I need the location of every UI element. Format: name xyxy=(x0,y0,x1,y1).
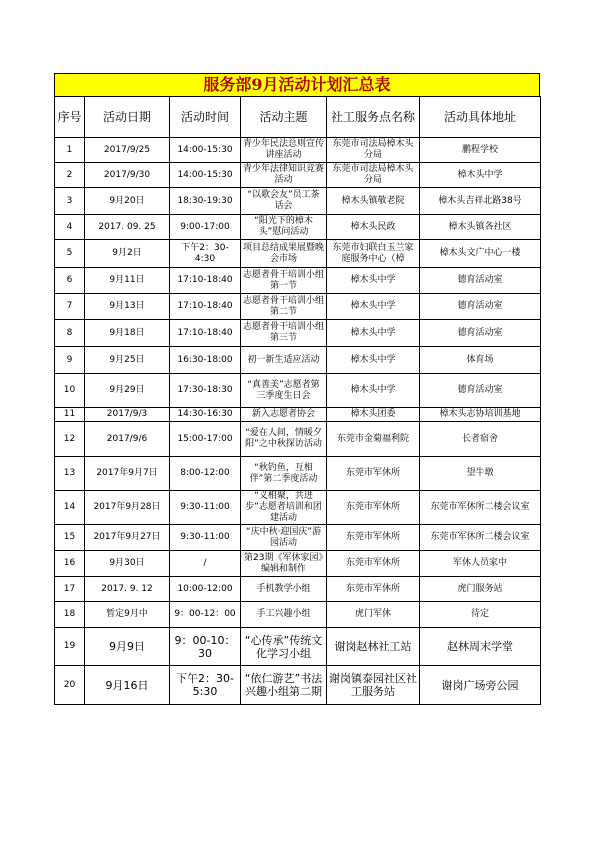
cell-theme[interactable]: 初一新生适应活动 xyxy=(241,347,327,374)
cell-date[interactable]: 2017/9/6 xyxy=(85,422,170,457)
header-address: 活动具体地址 xyxy=(420,97,541,138)
cell-theme[interactable]: “庆中秋·迎国庆”游园活动 xyxy=(241,525,327,551)
cell-address[interactable]: 待定 xyxy=(420,602,541,628)
cell-address[interactable]: 樟木头中学 xyxy=(420,163,541,188)
cell-date[interactable]: 2017年9月27日 xyxy=(85,525,170,551)
cell-time[interactable]: 9:30-11:00 xyxy=(170,525,241,551)
cell-time[interactable]: 18:30-19:30 xyxy=(170,188,241,215)
cell-date[interactable]: 暂定9月中 xyxy=(85,602,170,628)
table-row xyxy=(55,138,541,163)
cell-date[interactable]: 2017/9/25 xyxy=(85,138,170,163)
cell-site[interactable]: 樟木头民政 xyxy=(327,215,420,240)
cell-theme[interactable]: “义相聚，共进步”志愿者培训和团建活动 xyxy=(241,491,327,525)
cell-date[interactable]: 9月11日 xyxy=(85,268,170,294)
cell-site[interactable]: 樟木头团委 xyxy=(327,408,420,422)
cell-site[interactable]: 东莞市司法局樟木头分局 xyxy=(327,163,420,188)
cell-date[interactable]: 9月20日 xyxy=(85,188,170,215)
cell-site[interactable]: 谢岗赵林社工站 xyxy=(327,628,420,666)
cell-time[interactable]: 15:00-17:00 xyxy=(170,422,241,457)
cell-time[interactable]: / xyxy=(170,551,241,577)
cell-theme[interactable]: 志愿者骨干培训小组第二节 xyxy=(241,294,327,320)
cell-address[interactable]: 军休人员家中 xyxy=(420,551,541,577)
header-site: 社工服务点名称 xyxy=(327,97,420,138)
cell-date[interactable]: 2017年9月7日 xyxy=(85,457,170,491)
cell-time[interactable]: 14:00-15:30 xyxy=(170,138,241,163)
cell-no[interactable]: 1 xyxy=(55,138,85,163)
cell-no[interactable]: 3 xyxy=(55,188,85,215)
cell-no[interactable]: 5 xyxy=(55,240,85,268)
cell-date[interactable]: 9月25日 xyxy=(85,347,170,374)
cell-no[interactable]: 13 xyxy=(55,457,85,491)
cell-date[interactable]: 9月2日 xyxy=(85,240,170,268)
cell-time[interactable]: 下午2：30-4:30 xyxy=(170,240,241,268)
cell-address[interactable]: 望牛墩 xyxy=(420,457,541,491)
cell-theme[interactable]: 青少年民法总则宣传讲座活动 xyxy=(241,138,327,163)
cell-no[interactable]: 8 xyxy=(55,320,85,347)
cell-theme[interactable]: “以歌会友”员工茶话会 xyxy=(241,188,327,215)
cell-no[interactable]: 15 xyxy=(55,525,85,551)
table-row xyxy=(55,268,541,294)
cell-time[interactable]: 10:00-12:00 xyxy=(170,577,241,602)
cell-theme[interactable]: 志愿者骨干培训小组第一节 xyxy=(241,268,327,294)
cell-date[interactable]: 9月13日 xyxy=(85,294,170,320)
cell-site[interactable]: 东莞市妇联白玉兰家庭服务中心（樟 xyxy=(327,240,420,268)
cell-no[interactable]: 11 xyxy=(55,408,85,422)
cell-no[interactable]: 12 xyxy=(55,422,85,457)
cell-site[interactable]: 东莞市军休所 xyxy=(327,577,420,602)
cell-no[interactable]: 2 xyxy=(55,163,85,188)
cell-date[interactable]: 9月30日 xyxy=(85,551,170,577)
cell-date[interactable]: 2017年9月28日 xyxy=(85,491,170,525)
cell-time[interactable]: 17:10-18:40 xyxy=(170,294,241,320)
cell-theme[interactable]: “爱在人间，情暖夕阳”之中秋探访活动 xyxy=(241,422,327,457)
cell-no[interactable]: 16 xyxy=(55,551,85,577)
cell-site[interactable]: 东莞市军休所 xyxy=(327,551,420,577)
cell-date[interactable]: 2017. 9. 12 xyxy=(85,577,170,602)
cell-theme[interactable]: “真善美”志愿者第三季度生日会 xyxy=(241,374,327,408)
cell-address[interactable]: 德育活动室 xyxy=(420,268,541,294)
header-time: 活动时间 xyxy=(170,97,241,138)
cell-time[interactable]: 17:30-18:30 xyxy=(170,374,241,408)
table-row xyxy=(55,551,541,577)
cell-theme[interactable]: 手工兴趣小组 xyxy=(241,602,327,628)
table-row xyxy=(55,188,541,215)
cell-address[interactable]: 虎门服务站 xyxy=(420,577,541,602)
table-row xyxy=(55,457,541,491)
cell-address[interactable]: 樟木头吉祥北路38号 xyxy=(420,188,541,215)
cell-address[interactable]: 谢岗广场旁公园 xyxy=(420,666,541,705)
cell-time[interactable]: 17:10-18:40 xyxy=(170,320,241,347)
cell-site[interactable]: 东莞市金菊福利院 xyxy=(327,422,420,457)
cell-no[interactable]: 18 xyxy=(55,602,85,628)
table-row xyxy=(55,215,541,240)
cell-time[interactable]: 14:30-16:30 xyxy=(170,408,241,422)
cell-date[interactable]: 9月16日 xyxy=(85,666,170,705)
spreadsheet xyxy=(54,73,540,705)
header-row xyxy=(55,97,541,138)
cell-address[interactable]: 鹏程学校 xyxy=(420,138,541,163)
cell-address[interactable]: 赵林周末学堂 xyxy=(420,628,541,666)
cell-address[interactable]: 东莞市军休所二楼会议室 xyxy=(420,525,541,551)
cell-site[interactable]: 谢岗镇泰园社区社工服务站 xyxy=(327,666,420,705)
cell-time[interactable]: 8:00-12:00 xyxy=(170,457,241,491)
table-row xyxy=(55,628,541,666)
cell-no[interactable]: 10 xyxy=(55,374,85,408)
cell-site[interactable]: 东莞市军休所 xyxy=(327,457,420,491)
cell-date[interactable]: 2017/9/3 xyxy=(85,408,170,422)
table-row xyxy=(55,163,541,188)
cell-theme[interactable]: “依仁游艺”书法兴趣小组第二期 xyxy=(241,666,327,705)
cell-time[interactable]: 17:10-18:40 xyxy=(170,268,241,294)
cell-address[interactable]: 体育场 xyxy=(420,347,541,374)
cell-address[interactable]: 长者宿舍 xyxy=(420,422,541,457)
cell-site[interactable]: 樟木头中学 xyxy=(327,268,420,294)
cell-address[interactable]: 德育活动室 xyxy=(420,320,541,347)
cell-theme[interactable]: 第23期《军休家园》编辑和制作 xyxy=(241,551,327,577)
header-no: 序号 xyxy=(55,97,85,138)
cell-time[interactable]: 下午2：30-5:30 xyxy=(170,666,241,705)
cell-theme[interactable]: 新入志愿者协会 xyxy=(241,408,327,422)
activity-table xyxy=(54,96,541,705)
cell-date[interactable]: 9月29日 xyxy=(85,374,170,408)
table-row xyxy=(55,666,541,705)
cell-address[interactable]: 樟木头文广中心一楼 xyxy=(420,240,541,268)
cell-address[interactable]: 德育活动室 xyxy=(420,294,541,320)
cell-no[interactable]: 20 xyxy=(55,666,85,705)
cell-address[interactable]: 东莞市军休所二楼会议室 xyxy=(420,491,541,525)
cell-site[interactable]: 樟木头中学 xyxy=(327,320,420,347)
cell-date[interactable]: 9月18日 xyxy=(85,320,170,347)
header-date: 活动日期 xyxy=(85,97,170,138)
cell-theme[interactable]: 项目总结成果展暨晚会市场 xyxy=(241,240,327,268)
cell-time[interactable]: 9：00-10：30 xyxy=(170,628,241,666)
cell-no[interactable]: 9 xyxy=(55,347,85,374)
cell-site[interactable]: 樟木头中学 xyxy=(327,374,420,408)
cell-site[interactable]: 虎门军休 xyxy=(327,602,420,628)
table-row xyxy=(55,577,541,602)
cell-no[interactable]: 17 xyxy=(55,577,85,602)
table-row xyxy=(55,491,541,525)
cell-site[interactable]: 东莞市司法局樟木头分局 xyxy=(327,138,420,163)
cell-address[interactable]: 樟木头镇各社区 xyxy=(420,215,541,240)
cell-date[interactable]: 2017/9/30 xyxy=(85,163,170,188)
table-row xyxy=(55,525,541,551)
cell-time[interactable]: 9:00-17:00 xyxy=(170,215,241,240)
cell-date[interactable]: 9月9日 xyxy=(85,628,170,666)
cell-site[interactable]: 东莞市军休所 xyxy=(327,491,420,525)
cell-no[interactable]: 4 xyxy=(55,215,85,240)
cell-theme[interactable]: 手机教学小组 xyxy=(241,577,327,602)
cell-site[interactable]: 樟木头镇敬老院 xyxy=(327,188,420,215)
table-row xyxy=(55,294,541,320)
cell-site[interactable]: 樟木头中学 xyxy=(327,294,420,320)
cell-no[interactable]: 6 xyxy=(55,268,85,294)
cell-theme[interactable]: 青少年法律知识竞赛活动 xyxy=(241,163,327,188)
table-row xyxy=(55,374,541,408)
cell-theme[interactable]: “阳光下的樟木头”慰问活动 xyxy=(241,215,327,240)
cell-site[interactable]: 樟木头中学 xyxy=(327,347,420,374)
cell-date[interactable]: 2017. 09. 25 xyxy=(85,215,170,240)
cell-time[interactable]: 14:00-15:30 xyxy=(170,163,241,188)
cell-no[interactable]: 7 xyxy=(55,294,85,320)
cell-address[interactable]: 德育活动室 xyxy=(420,374,541,408)
table-row xyxy=(55,347,541,374)
table-row xyxy=(55,422,541,457)
header-theme: 活动主题 xyxy=(241,97,327,138)
cell-time[interactable]: 16:30-18:00 xyxy=(170,347,241,374)
cell-no[interactable]: 14 xyxy=(55,491,85,525)
cell-theme[interactable]: 志愿者骨干培训小组第三节 xyxy=(241,320,327,347)
cell-theme[interactable]: “秋钓鱼，互相伴”第二季度活动 xyxy=(241,457,327,491)
cell-no[interactable]: 19 xyxy=(55,628,85,666)
table-row xyxy=(55,320,541,347)
cell-theme[interactable]: “心传承”传统文化学习小组 xyxy=(241,628,327,666)
cell-site[interactable]: 东莞市军休所 xyxy=(327,525,420,551)
cell-time[interactable]: 9：00-12：00 xyxy=(170,602,241,628)
table-row xyxy=(55,408,541,422)
cell-address[interactable]: 樟木头志协培训基地 xyxy=(420,408,541,422)
table-row xyxy=(55,240,541,268)
sheet-title: 服务部9月活动计划汇总表 xyxy=(54,73,540,96)
table-row xyxy=(55,602,541,628)
cell-time[interactable]: 9:30-11:00 xyxy=(170,491,241,525)
